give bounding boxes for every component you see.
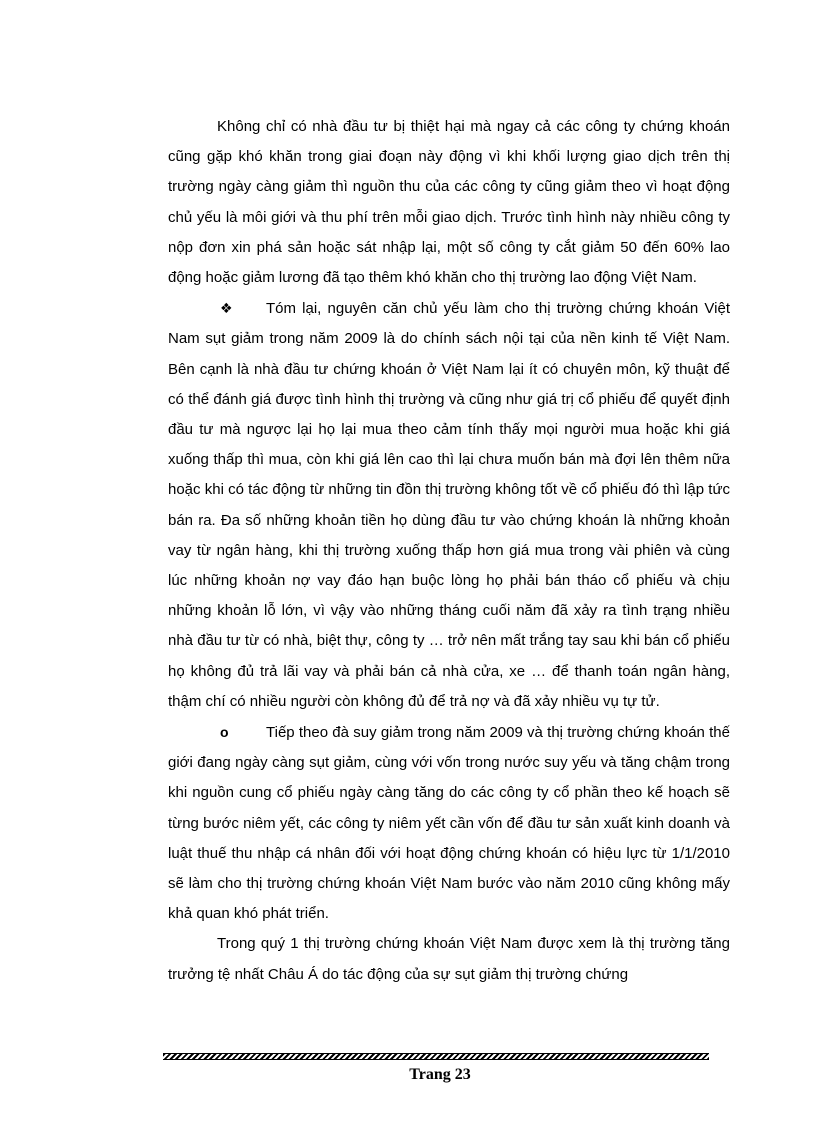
diamond-bullet-icon: ❖ [220, 300, 233, 317]
circle-bullet-icon: o [220, 724, 229, 741]
footer-rule-bottom-line [163, 1059, 709, 1060]
paragraph-3 [168, 717, 730, 929]
paragraph-2 [168, 293, 730, 717]
paragraph-3-text: Tiếp theo đà suy giảm trong năm 2009 và thị trường chứng khoán thế giới đang ngày càng sụt giảm, cùng với vốn trong nước suy yếu và tăng chậm trong khi nguồn cung cổ phiếu ngày càng tăng do các công ty cổ phần theo kế hoạch sẽ từng bước niêm yết, các công ty niêm yết cần vốn để đầu tư sản xuất kinh doanh và luật thuế thu nhập cá nhân đối với hoạt động chứng khoán có hiệu lực từ 1/1/2010 sẽ làm cho thị trường chứng khoán Việt Nam bước vào năm 2010 cũng không mấy khả quan khó phát triển. [168, 724, 730, 923]
paragraph-1: Không chỉ có nhà đầu tư bị thiệt hại mà ngay cả các công ty chứng khoán cũng gặp khó khăn trong giai đoạn này động vì khi khối lượng giao dịch trên thị trường ngày càng giảm thì nguồn thu của các công ty cũng giảm theo vì hoạt động chủ yếu là môi giới và thu phí trên mỗi giao dịch. Trước tình hình này nhiều công ty nộp đơn xin phá sản hoặc sát nhập lại, một số công ty cắt giảm 50 đến 60% lao động hoặc giảm lương đã tạo thêm khó khăn cho thị trường lao động Việt Nam. [168, 118, 730, 287]
document-body [168, 112, 730, 990]
paragraph-4: Trong quý 1 thị trường chứng khoán Việt Nam được xem là thị trường tăng trưởng tệ nhất Châu Á do tác động của sự sụt giảm thị trường chứng [168, 935, 730, 983]
paragraph-2-text: Tóm lại, nguyên căn chủ yếu làm cho thị trường chứng khoán Việt Nam sụt giảm trong năm 2009 là do chính sách nội tại của nền kinh tế Việt Nam. Bên cạnh là nhà đầu tư chứng khoán ở Việt Nam lại ít có chuyên môn, kỹ thuật để có thể đánh giá được tình hình thị trường và cũng như giá trị cổ phiếu để quyết định đầu tư mà ngược lại họ lại mua theo cảm tính thấy mọi người mua hoặc khi giá xuống thấp thì mua, còn khi giá lên cao thì lại chưa muốn bán mà đợi lên thêm nữa hoặc khi có tác động từ những tin đồn thị trường không tốt về cổ phiếu đó thì lập tức bán ra. Đa số những khoản tiền họ dùng đầu tư vào chứng khoán là những khoản vay từ ngân hàng, khi thị trường xuống thấp hơn giá mua trong vài phiên và cùng lúc những khoản nợ vay đáo hạn buộc lòng họ phải bán tháo cổ phiếu và chịu những khoản lỗ lớn, vì vậy vào những tháng cuối năm đã xảy ra tình trạng nhiều nhà đầu tư từ có nhà, biệt thự, công ty … trở nên mất trắng tay sau khi bán cổ phiếu họ không đủ trả lãi vay và phải bán cả nhà cửa, xe … để thanh toán ngân hàng, thậm chí có nhiều người còn không đủ để trả nợ và đã xảy nhiều vụ tự tử. [168, 300, 730, 710]
page-number: Trang 23 [409, 1066, 471, 1083]
